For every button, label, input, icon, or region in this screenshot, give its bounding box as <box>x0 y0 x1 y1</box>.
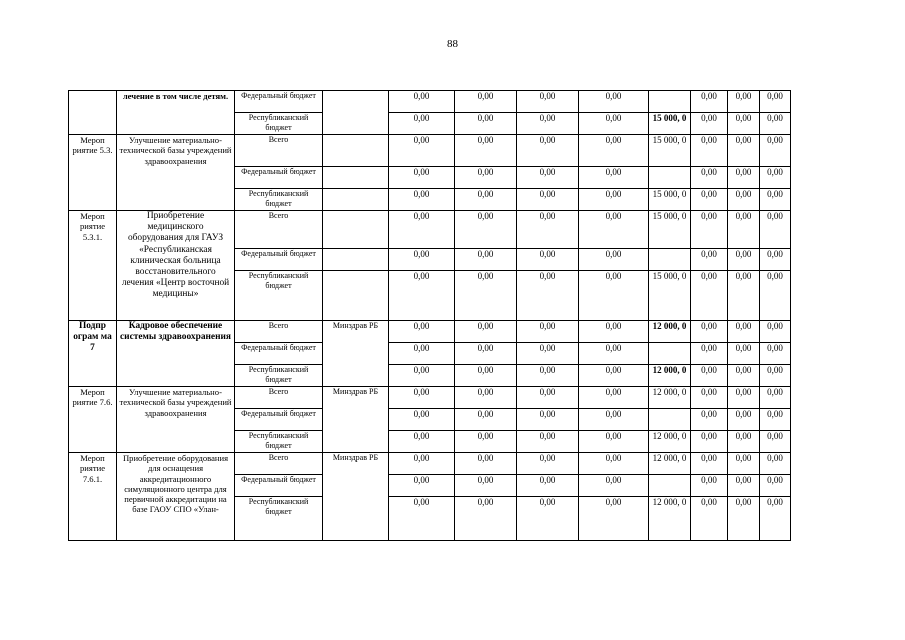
value-cell: 0,00 <box>455 271 517 321</box>
responsible: Минздрав РБ <box>323 453 389 541</box>
value-cell: 0,00 <box>760 321 791 343</box>
funding-source: Республиканский бюджет <box>235 431 323 453</box>
funding-source: Республиканский бюджет <box>235 189 323 211</box>
value-cell: 0,00 <box>455 113 517 135</box>
value-cell <box>649 409 691 431</box>
value-cell: 0,00 <box>579 113 649 135</box>
budget-table <box>68 90 791 541</box>
value-cell <box>649 91 691 113</box>
funding-source: Всего <box>235 135 323 167</box>
value-cell: 0,00 <box>760 453 791 475</box>
value-cell: 0,00 <box>691 321 728 343</box>
value-cell: 0,00 <box>691 113 728 135</box>
value-cell: 0,00 <box>579 431 649 453</box>
value-cell: 0,00 <box>389 365 455 387</box>
value-cell: 0,00 <box>389 249 455 271</box>
value-cell: 0,00 <box>517 497 579 541</box>
value-cell: 0,00 <box>760 409 791 431</box>
value-cell: 0,00 <box>691 431 728 453</box>
value-cell: 0,00 <box>728 453 760 475</box>
value-cell: 0,00 <box>760 113 791 135</box>
value-cell: 0,00 <box>579 271 649 321</box>
value-cell: 0,00 <box>691 497 728 541</box>
value-cell: 0,00 <box>760 135 791 167</box>
row-code: Мероп риятие 5.3.1. <box>69 211 117 321</box>
value-cell: 0,00 <box>389 113 455 135</box>
table-row <box>69 453 791 475</box>
value-cell: 0,00 <box>728 497 760 541</box>
value-cell: 0,00 <box>728 271 760 321</box>
value-cell: 0,00 <box>455 453 517 475</box>
responsible <box>323 135 389 167</box>
responsible: Минздрав РБ <box>323 321 389 387</box>
value-cell: 0,00 <box>728 135 760 167</box>
table-row <box>69 387 791 409</box>
value-cell: 15 000, 0 <box>649 271 691 321</box>
page-number: 88 <box>447 38 458 50</box>
value-cell: 0,00 <box>691 249 728 271</box>
value-cell: 0,00 <box>455 365 517 387</box>
value-cell: 12 000, 0 <box>649 321 691 343</box>
responsible: Минздрав РБ <box>323 387 389 453</box>
value-cell: 0,00 <box>728 321 760 343</box>
value-cell: 0,00 <box>455 409 517 431</box>
value-cell: 0,00 <box>389 271 455 321</box>
value-cell: 0,00 <box>579 321 649 343</box>
value-cell: 0,00 <box>691 387 728 409</box>
value-cell: 0,00 <box>691 409 728 431</box>
value-cell: 12 000, 0 <box>649 387 691 409</box>
value-cell: 0,00 <box>760 189 791 211</box>
funding-source: Федеральный бюджет <box>235 91 323 113</box>
table-row <box>69 321 791 343</box>
funding-source: Всего <box>235 321 323 343</box>
value-cell: 0,00 <box>728 189 760 211</box>
value-cell: 0,00 <box>389 321 455 343</box>
value-cell: 0,00 <box>455 321 517 343</box>
value-cell: 0,00 <box>728 409 760 431</box>
value-cell: 0,00 <box>691 135 728 167</box>
row-code: Подпр ограм ма 7 <box>69 321 117 387</box>
row-description: лечение в том числе детям. <box>117 91 235 135</box>
value-cell: 0,00 <box>760 431 791 453</box>
value-cell: 0,00 <box>389 91 455 113</box>
value-cell: 12 000, 0 <box>649 497 691 541</box>
funding-source: Всего <box>235 387 323 409</box>
value-cell: 0,00 <box>517 365 579 387</box>
row-description: Приобретение медицинского оборудования для ГАУЗ «Республиканская клиническая больница восстановительного лечения «Центр восточной медицины» <box>117 211 235 321</box>
value-cell: 0,00 <box>728 431 760 453</box>
value-cell: 0,00 <box>728 211 760 249</box>
value-cell <box>649 167 691 189</box>
value-cell: 12 000, 0 <box>649 453 691 475</box>
value-cell: 0,00 <box>389 409 455 431</box>
funding-source: Республиканский бюджет <box>235 113 323 135</box>
funding-source: Всего <box>235 211 323 249</box>
value-cell <box>649 475 691 497</box>
value-cell: 0,00 <box>728 167 760 189</box>
row-description: Приобретение оборудования для оснащения аккредитационного симуляционного центра для первичной аккредитации на базе ГАОУ СПО «Улан- <box>117 453 235 541</box>
value-cell: 0,00 <box>691 475 728 497</box>
funding-source: Федеральный бюджет <box>235 343 323 365</box>
value-cell: 0,00 <box>728 475 760 497</box>
value-cell: 0,00 <box>517 189 579 211</box>
value-cell: 0,00 <box>728 91 760 113</box>
value-cell <box>649 249 691 271</box>
value-cell: 0,00 <box>691 167 728 189</box>
value-cell: 0,00 <box>517 135 579 167</box>
value-cell: 0,00 <box>579 249 649 271</box>
table-row <box>69 211 791 249</box>
table-row <box>69 91 791 113</box>
value-cell: 0,00 <box>691 453 728 475</box>
value-cell: 0,00 <box>455 167 517 189</box>
table-row <box>69 135 791 167</box>
value-cell: 0,00 <box>455 475 517 497</box>
value-cell: 0,00 <box>760 271 791 321</box>
value-cell: 0,00 <box>517 409 579 431</box>
funding-source: Федеральный бюджет <box>235 475 323 497</box>
row-code: Мероп риятие 5.3. <box>69 135 117 211</box>
value-cell: 0,00 <box>517 321 579 343</box>
responsible <box>323 271 389 321</box>
funding-source: Республиканский бюджет <box>235 271 323 321</box>
value-cell: 15 000, 0 <box>649 211 691 249</box>
value-cell: 0,00 <box>455 497 517 541</box>
row-description: Улучшение материально-технической базы учреждений здравоохранения <box>117 135 235 211</box>
value-cell: 0,00 <box>389 343 455 365</box>
value-cell: 0,00 <box>691 91 728 113</box>
value-cell: 0,00 <box>760 343 791 365</box>
row-description: Кадровое обеспечение системы здравоохранения <box>117 321 235 387</box>
value-cell: 0,00 <box>579 135 649 167</box>
value-cell: 0,00 <box>579 189 649 211</box>
value-cell: 0,00 <box>389 431 455 453</box>
value-cell: 0,00 <box>455 343 517 365</box>
value-cell: 0,00 <box>455 135 517 167</box>
value-cell: 0,00 <box>691 271 728 321</box>
value-cell: 0,00 <box>760 475 791 497</box>
value-cell: 15 000, 0 <box>649 189 691 211</box>
responsible <box>323 189 389 211</box>
value-cell: 0,00 <box>579 475 649 497</box>
value-cell: 0,00 <box>517 343 579 365</box>
value-cell: 0,00 <box>691 343 728 365</box>
value-cell: 12 000, 0 <box>649 431 691 453</box>
value-cell: 0,00 <box>389 211 455 249</box>
value-cell: 0,00 <box>579 167 649 189</box>
value-cell: 0,00 <box>517 249 579 271</box>
value-cell: 0,00 <box>691 365 728 387</box>
value-cell: 15 000, 0 <box>649 135 691 167</box>
funding-source: Республиканский бюджет <box>235 365 323 387</box>
value-cell: 0,00 <box>760 497 791 541</box>
value-cell: 0,00 <box>579 409 649 431</box>
value-cell: 0,00 <box>455 387 517 409</box>
funding-source: Федеральный бюджет <box>235 167 323 189</box>
value-cell: 0,00 <box>389 167 455 189</box>
value-cell: 0,00 <box>728 365 760 387</box>
value-cell: 0,00 <box>579 453 649 475</box>
value-cell: 0,00 <box>517 431 579 453</box>
value-cell: 0,00 <box>579 91 649 113</box>
value-cell: 0,00 <box>517 211 579 249</box>
value-cell: 0,00 <box>389 387 455 409</box>
value-cell: 0,00 <box>517 113 579 135</box>
value-cell: 0,00 <box>389 135 455 167</box>
value-cell: 0,00 <box>517 271 579 321</box>
value-cell: 15 000, 0 <box>649 113 691 135</box>
responsible <box>323 249 389 271</box>
value-cell: 0,00 <box>455 91 517 113</box>
value-cell: 0,00 <box>389 453 455 475</box>
funding-source: Федеральный бюджет <box>235 409 323 431</box>
value-cell: 0,00 <box>760 167 791 189</box>
value-cell: 0,00 <box>579 365 649 387</box>
value-cell: 0,00 <box>728 387 760 409</box>
row-code <box>69 91 117 135</box>
row-code: Мероп риятие 7.6.1. <box>69 453 117 541</box>
value-cell: 0,00 <box>455 431 517 453</box>
value-cell: 0,00 <box>389 475 455 497</box>
value-cell: 0,00 <box>728 113 760 135</box>
row-description: Улучшение материально-технической базы учреждений здравоохранения <box>117 387 235 453</box>
value-cell: 12 000, 0 <box>649 365 691 387</box>
value-cell: 0,00 <box>760 211 791 249</box>
value-cell: 0,00 <box>517 453 579 475</box>
responsible <box>323 167 389 189</box>
value-cell: 0,00 <box>728 249 760 271</box>
value-cell: 0,00 <box>517 91 579 113</box>
funding-source: Федеральный бюджет <box>235 249 323 271</box>
value-cell: 0,00 <box>455 249 517 271</box>
funding-source: Всего <box>235 453 323 475</box>
value-cell: 0,00 <box>728 343 760 365</box>
responsible <box>323 211 389 249</box>
value-cell: 0,00 <box>760 365 791 387</box>
value-cell: 0,00 <box>579 343 649 365</box>
value-cell: 0,00 <box>579 387 649 409</box>
value-cell: 0,00 <box>579 211 649 249</box>
value-cell: 0,00 <box>455 211 517 249</box>
value-cell: 0,00 <box>760 249 791 271</box>
value-cell: 0,00 <box>517 387 579 409</box>
value-cell: 0,00 <box>389 189 455 211</box>
funding-source: Республиканский бюджет <box>235 497 323 541</box>
responsible <box>323 91 389 135</box>
value-cell: 0,00 <box>517 475 579 497</box>
value-cell: 0,00 <box>691 189 728 211</box>
value-cell: 0,00 <box>760 91 791 113</box>
value-cell: 0,00 <box>517 167 579 189</box>
value-cell <box>649 343 691 365</box>
row-code: Мероп риятие 7.6. <box>69 387 117 453</box>
value-cell: 0,00 <box>579 497 649 541</box>
value-cell: 0,00 <box>760 387 791 409</box>
value-cell: 0,00 <box>455 189 517 211</box>
value-cell: 0,00 <box>389 497 455 541</box>
value-cell: 0,00 <box>691 211 728 249</box>
